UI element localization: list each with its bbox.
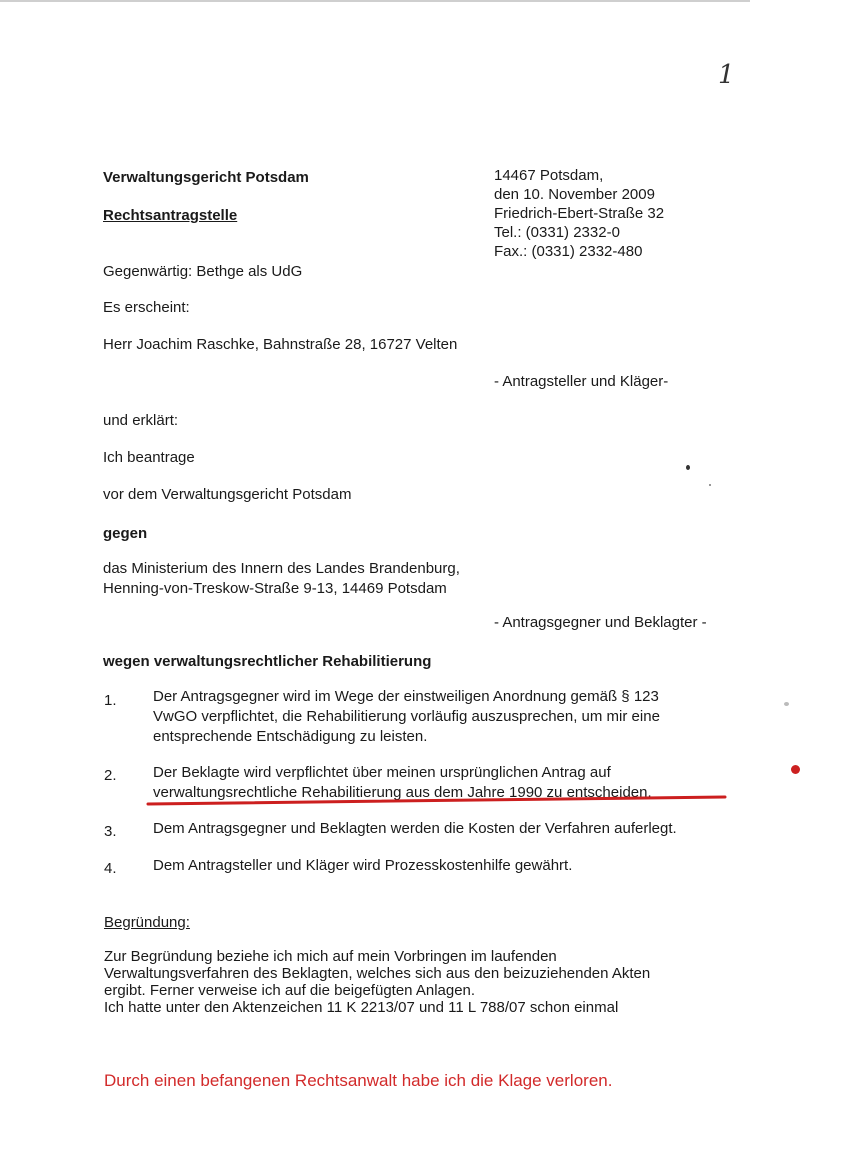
address-line: 14467 Potsdam,	[494, 167, 604, 184]
against-label: gegen	[103, 525, 148, 542]
list-item	[153, 819, 677, 839]
declares-label: und erklärt:	[103, 412, 179, 429]
reason-line: Verwaltungsverfahren des Beklagten, welches sich aus den beizuziehenden Akten	[104, 965, 651, 982]
subject-line: wegen verwaltungsrechtlicher Rehabilitierung	[103, 653, 432, 670]
defendant-role: - Antragsgegner und Beklagter -	[494, 614, 707, 631]
applicant-line: Herr Joachim Raschke, Bahnstraße 28, 16727 Velten	[103, 336, 458, 353]
list-item-line: Der Beklagte wird verpflichtet über meinen ursprünglichen Antrag auf	[153, 764, 611, 781]
defendant-line: das Ministerium des Innern des Landes Brandenburg,	[103, 560, 460, 577]
list-item	[153, 856, 572, 876]
scan-speck	[784, 702, 789, 706]
list-item-line: VwGO verpflichtet, die Rehabilitierung vorläufig auszusprechen, um mir eine	[153, 708, 660, 725]
page-number-handwritten: 1	[718, 60, 735, 90]
list-number: 3.	[104, 823, 117, 840]
appears-label: Es erscheint:	[103, 299, 190, 316]
address-line: Fax.: (0331) 2332-480	[494, 243, 643, 260]
address-line: Friedrich-Ebert-Straße 32	[494, 205, 665, 222]
court-line: vor dem Verwaltungsgericht Potsdam	[103, 486, 352, 503]
request-label: Ich beantrage	[103, 449, 195, 466]
list-number: 1.	[104, 692, 117, 709]
list-number: 4.	[104, 860, 117, 877]
list-item-line: entsprechende Entschädigung zu leisten.	[153, 728, 428, 745]
defendant-block	[103, 559, 460, 599]
scan-speck	[686, 465, 690, 470]
handwritten-underline	[145, 795, 735, 811]
reason-paragraph	[104, 948, 650, 1016]
scan-speck	[709, 484, 711, 486]
list-item-line: verwaltungsrechtliche Rehabilitierung aus dem Jahre 1990 zu entscheiden.	[153, 784, 652, 801]
applicant-role: - Antragsteller und Kläger-	[494, 373, 669, 390]
office-name: Rechtsantragstelle	[103, 207, 238, 224]
address-line: den 10. November 2009	[494, 186, 655, 203]
list-item	[153, 687, 660, 747]
defendant-line: Henning-von-Treskow-Straße 9-13, 14469 Potsdam	[103, 580, 447, 597]
list-item-line: Der Antragsgegner wird im Wege der einstweiligen Anordnung gemäß § 123	[153, 688, 659, 705]
list-item-line: Dem Antragsteller und Kläger wird Prozesskostenhilfe gewährt.	[153, 857, 573, 874]
address-line: Tel.: (0331) 2332-0	[494, 224, 620, 241]
list-item-line: Dem Antragsgegner und Beklagten werden die Kosten der Verfahren auferlegt.	[153, 820, 677, 837]
red-annotation: Durch einen befangenen Rechtsanwalt habe ich die Klage verloren.	[104, 1071, 613, 1090]
court-name: Verwaltungsgericht Potsdam	[103, 169, 309, 186]
red-mark	[791, 765, 800, 774]
reason-line: Ich hatte unter den Aktenzeichen 11 K 2213/07 und 11 L 788/07 schon einmal	[104, 999, 619, 1016]
reason-heading: Begründung:	[104, 914, 190, 931]
reason-line: Zur Begründung beziehe ich mich auf mein Vorbringen im laufenden	[104, 948, 557, 965]
reason-line: ergibt. Ferner verweise ich auf die beigefügten Anlagen.	[104, 982, 476, 999]
scan-edge	[0, 0, 750, 2]
address-block	[494, 166, 664, 261]
list-number: 2.	[104, 767, 117, 784]
present-clerk: Gegenwärtig: Bethge als UdG	[103, 263, 303, 280]
